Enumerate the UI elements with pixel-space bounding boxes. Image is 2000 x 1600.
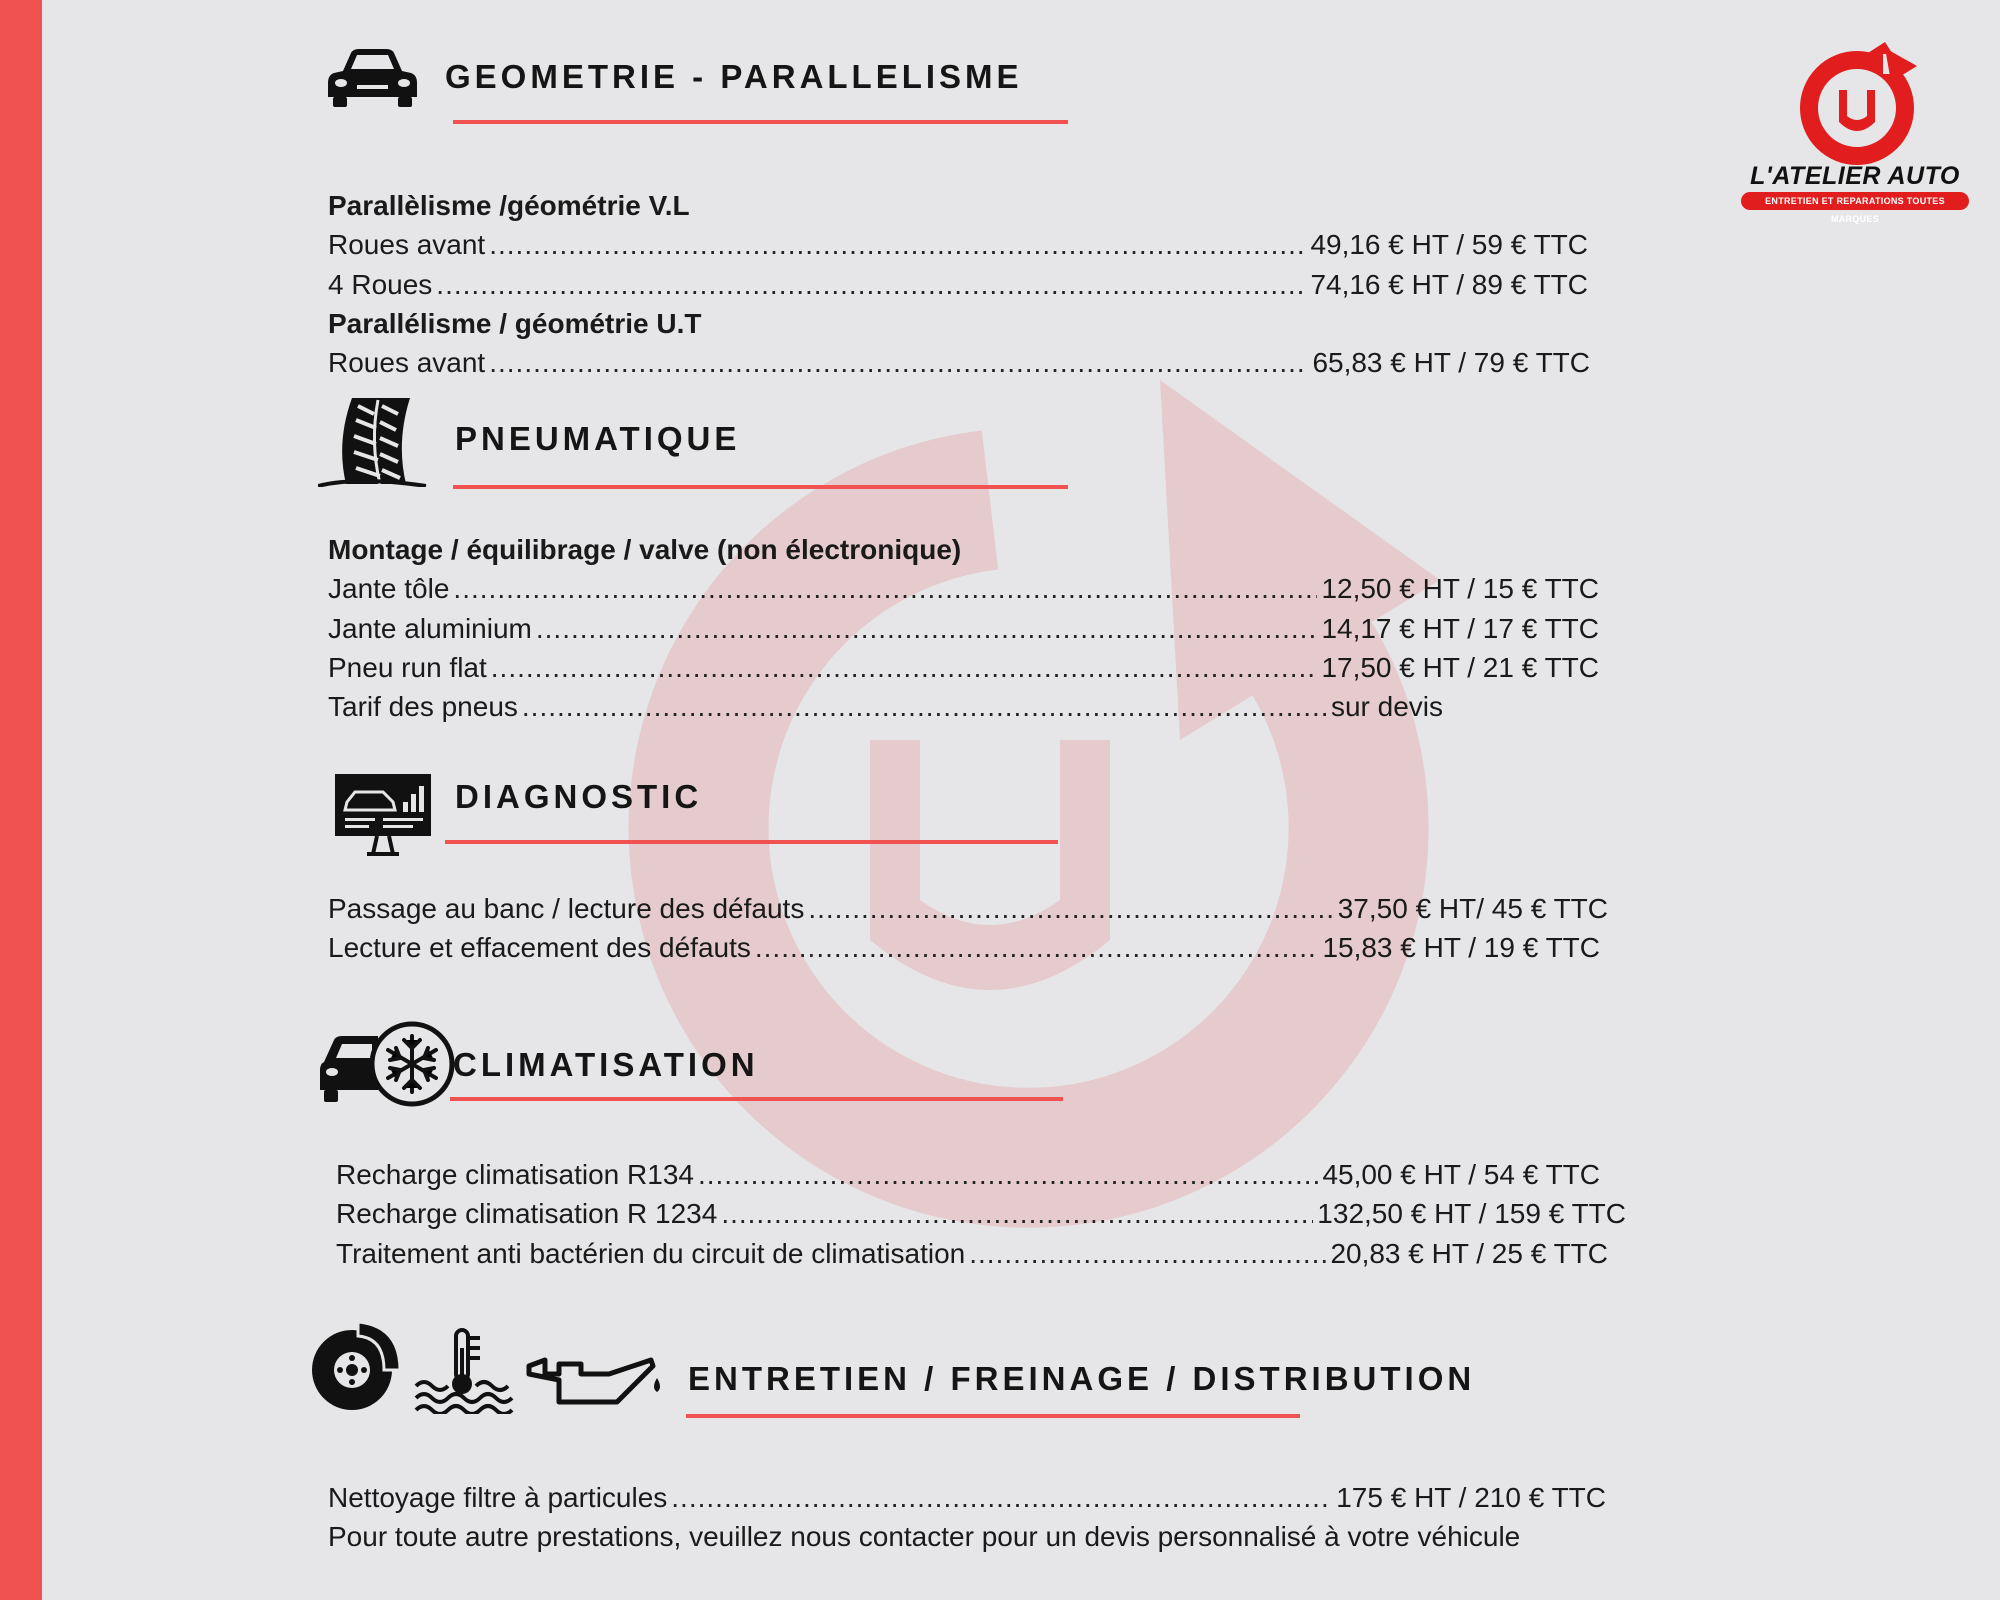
- brand-logo: [1735, 40, 1975, 224]
- price-list-diagnostic: [328, 889, 1608, 968]
- service-price: 74,16 € HT / 89 € TTC: [1310, 268, 1588, 300]
- section-title-pneumatique: PNEUMATIQUE: [455, 420, 741, 457]
- dot-leader: [436, 265, 1306, 304]
- price-row: [328, 687, 1443, 726]
- service-price: 15,83 € HT / 19 € TTC: [1322, 932, 1600, 964]
- price-row: [328, 225, 1588, 264]
- service-label: Recharge climatisation R 1234: [336, 1198, 718, 1230]
- service-label: Pneu run flat: [328, 651, 487, 683]
- service-price: 14,17 € HT / 17 € TTC: [1321, 612, 1599, 644]
- price-list-entretien: [328, 1478, 1606, 1517]
- dot-leader: [755, 928, 1319, 967]
- service-price: 132,50 € HT / 159 € TTC: [1317, 1198, 1626, 1230]
- subheading: Parallèlisme /géométrie V.L: [328, 190, 690, 221]
- dot-leader: [491, 648, 1318, 687]
- section-rule-pneumatique: [453, 485, 1068, 489]
- oil-can-icon: [525, 1350, 665, 1412]
- service-label: Jante aluminium: [328, 612, 532, 644]
- section-title-climatisation: CLIMATISATION: [453, 1046, 759, 1083]
- left-accent-bar: [0, 0, 42, 1600]
- section-title-geometrie: GEOMETRIE - PARALLELISME: [445, 58, 1023, 95]
- service-label: Recharge climatisation R134: [336, 1159, 694, 1190]
- section-rule-climatisation: [450, 1097, 1063, 1101]
- diagnostic-monitor-icon: [333, 772, 433, 857]
- dot-leader: [522, 687, 1327, 726]
- brand-tagline: ENTRETIEN ET REPARATIONS TOUTES MARQUES: [1741, 192, 1969, 210]
- service-price: 175 € HT / 210 € TTC: [1336, 1482, 1606, 1513]
- service-label: 4 Roues: [328, 268, 433, 300]
- service-label: Jante tôle: [328, 573, 450, 605]
- subheading: Parallélisme / géométrie U.T: [328, 307, 702, 339]
- tire-icon: [318, 392, 428, 487]
- service-price: sur devis: [1330, 691, 1443, 723]
- subheading: Montage / équilibrage / valve (non électronique): [328, 534, 962, 565]
- service-price: 17,50 € HT / 21 € TTC: [1321, 651, 1599, 683]
- price-row: [328, 343, 1590, 382]
- price-row: [328, 265, 1588, 304]
- dot-leader: [671, 1478, 1332, 1517]
- service-label: Roues avant: [328, 347, 486, 379]
- service-price: 12,50 € HT / 15 € TTC: [1321, 573, 1599, 605]
- price-row: [328, 1478, 1606, 1517]
- price-row: [328, 928, 1600, 967]
- dot-leader: [453, 569, 1317, 608]
- price-row: [328, 889, 1608, 928]
- service-label: Traitement anti bactérien du circuit de climatisation: [336, 1237, 966, 1269]
- car-front-icon: [325, 45, 420, 110]
- service-label: Roues avant: [328, 229, 486, 261]
- service-price: 65,83 € HT / 79 € TTC: [1312, 347, 1590, 379]
- price-row: [336, 1234, 1608, 1273]
- dot-leader: [721, 1194, 1313, 1233]
- section-title-entretien: ENTRETIEN / FREINAGE / DISTRIBUTION: [688, 1360, 1476, 1397]
- price-list-pneumatique: [328, 530, 1599, 726]
- section-rule-diagnostic: [445, 840, 1058, 844]
- service-price: 20,83 € HT / 25 € TTC: [1330, 1237, 1608, 1269]
- watermark-logo-icon: [540, 380, 1440, 1280]
- section-rule-geometrie: [453, 120, 1068, 124]
- service-label: Passage au banc / lecture des défauts: [328, 893, 805, 924]
- service-price: 45,00 € HT / 54 € TTC: [1322, 1159, 1600, 1190]
- service-label: Nettoyage filtre à particules: [328, 1482, 668, 1513]
- brand-name: L'ATELIER AUTO: [1750, 162, 1960, 190]
- contact-note: Pour toute autre prestations, veuillez nous contacter pour un devis personnalisé à votre véhicule: [328, 1521, 1521, 1552]
- price-row: [328, 569, 1599, 608]
- price-row: [328, 648, 1599, 687]
- section-title-diagnostic: DIAGNOSTIC: [455, 778, 703, 815]
- dot-leader: [698, 1155, 1318, 1194]
- price-row: [336, 1194, 1626, 1233]
- dot-leader: [489, 343, 1308, 382]
- coolant-temperature-icon: [412, 1326, 517, 1414]
- brand-logo-icon: [1735, 40, 1975, 165]
- dot-leader: [969, 1234, 1326, 1273]
- brake-disc-icon: [308, 1318, 403, 1413]
- service-price: 37,50 € HT/ 45 € TTC: [1337, 893, 1608, 924]
- dot-leader: [489, 225, 1306, 264]
- service-label: Lecture et effacement des défauts: [328, 932, 751, 964]
- price-row: [328, 609, 1599, 648]
- dot-leader: [808, 889, 1333, 928]
- price-list-climatisation: [336, 1155, 1626, 1273]
- dot-leader: [536, 609, 1318, 648]
- price-row: [336, 1155, 1600, 1194]
- service-price: 49,16 € HT / 59 € TTC: [1310, 229, 1588, 261]
- section-rule-entretien: [686, 1414, 1300, 1418]
- service-label: Tarif des pneus: [328, 691, 518, 723]
- price-list-geometrie: [328, 186, 1588, 382]
- car-snowflake-icon: [316, 1018, 456, 1110]
